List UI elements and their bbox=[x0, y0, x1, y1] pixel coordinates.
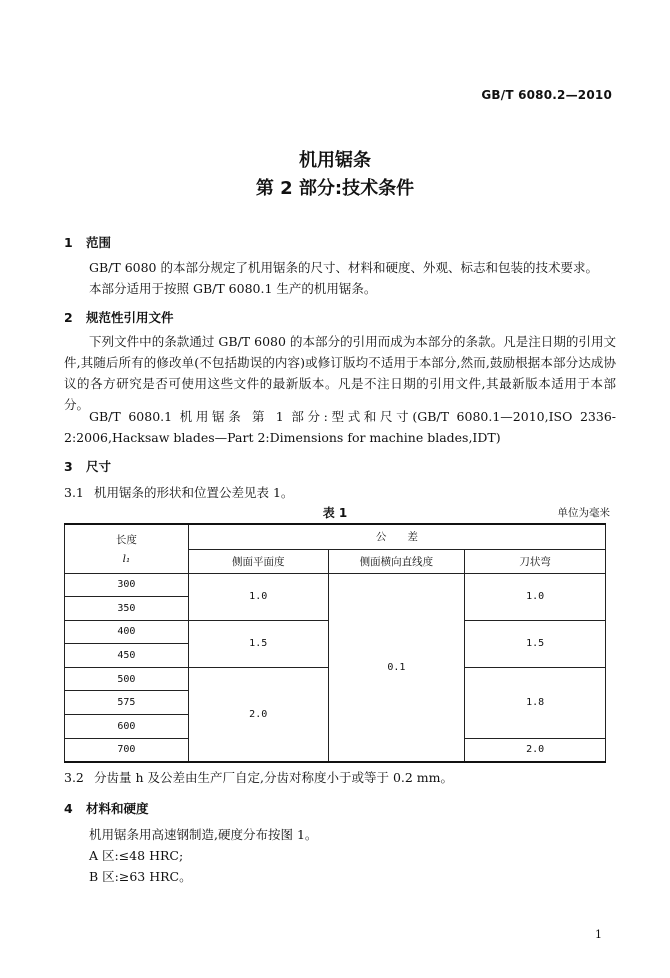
clause-number: 3.2 bbox=[64, 770, 84, 785]
section-2-heading bbox=[64, 308, 174, 326]
section-number: 4 bbox=[64, 801, 73, 816]
section-4-heading bbox=[64, 799, 149, 817]
section-3-heading bbox=[64, 457, 111, 475]
length-cell: 575 bbox=[65, 691, 189, 715]
section-1-heading bbox=[64, 233, 111, 251]
length-cell: 400 bbox=[65, 620, 189, 644]
length-cell: 600 bbox=[65, 715, 189, 739]
section-4-zone-a: A 区:≤48 HRC; bbox=[89, 848, 184, 863]
clause-3-1 bbox=[64, 483, 293, 501]
clause-text: 机用锯条的形状和位置公差见表 1。 bbox=[94, 485, 294, 500]
section-number: 3 bbox=[64, 459, 73, 474]
section-2-para-1: 下列文件中的条款通过 GB/T 6080 的本部分的引用而成为本部分的条款。凡是注日期的引用文件,其随后所有的修改单(不包括勘误的内容)或修订版均不适用于本部分,然而,鼓励根据本部分达成协议的各方研究是否可使用这些文件的最新版本。凡是不注日期的引用文件,其最新版本适用于本部分。 bbox=[64, 334, 616, 412]
straightness-cell: 0.1 bbox=[328, 573, 465, 762]
table-row bbox=[65, 573, 606, 597]
section-1-para-1: GB/T 6080 的本部分规定了机用锯条的尺寸、材料和硬度、外观、标志和包装的技术要求。 bbox=[89, 260, 598, 275]
flatness-header: 侧面平面度 bbox=[188, 549, 328, 573]
section-title: 规范性引用文件 bbox=[86, 310, 174, 325]
section-1-para-2: 本部分适用于按照 GB/T 6080.1 生产的机用锯条。 bbox=[89, 281, 377, 296]
clause-number: 3.1 bbox=[64, 485, 84, 500]
tolerance-header: 公 差 bbox=[188, 524, 605, 549]
length-cell: 350 bbox=[65, 597, 189, 621]
section-2-para-2: GB/T 6080.1 机用锯条 第 1 部分:型式和尺寸(GB/T 6080.1—2010,ISO 2336-2:2006,Hacksaw blades—Part 2:Dimensions for machine blades,IDT) bbox=[64, 409, 616, 445]
table-caption: 表 1 bbox=[322, 506, 348, 520]
bend-cell: 2.0 bbox=[465, 738, 606, 762]
length-cell: 450 bbox=[65, 644, 189, 668]
bend-cell: 1.0 bbox=[465, 573, 606, 620]
length-cell: 300 bbox=[65, 573, 189, 597]
tolerance-table bbox=[64, 523, 606, 763]
flatness-cell: 1.0 bbox=[188, 573, 328, 620]
section-4-zone-b: B 区:≥63 HRC。 bbox=[89, 869, 192, 884]
bend-cell: 1.8 bbox=[465, 667, 606, 738]
clause-3-2 bbox=[64, 768, 453, 786]
straightness-header: 侧面横向直线度 bbox=[328, 549, 465, 573]
page-number: 1 bbox=[595, 928, 602, 941]
section-title: 尺寸 bbox=[86, 459, 112, 474]
doc-subtitle: 第 2 部分:技术条件 bbox=[255, 178, 415, 199]
section-title: 材料和硬度 bbox=[86, 801, 149, 816]
length-header bbox=[65, 524, 189, 573]
flatness-cell: 1.5 bbox=[188, 620, 328, 667]
length-symbol: l₁ bbox=[122, 553, 131, 566]
length-label: 长度 bbox=[115, 534, 137, 547]
table-unit: 单位为毫米 bbox=[557, 507, 610, 519]
bend-header: 刀状弯 bbox=[465, 549, 606, 573]
table-header-row bbox=[65, 524, 606, 549]
section-number: 1 bbox=[64, 235, 73, 250]
length-cell: 700 bbox=[65, 738, 189, 762]
clause-text: 分齿量 h 及公差由生产厂自定,分齿对称度小于或等于 0.2 mm。 bbox=[94, 770, 454, 785]
standard-code: GB/T 6080.2—2010 bbox=[481, 88, 612, 102]
doc-title: 机用锯条 bbox=[299, 150, 371, 171]
flatness-cell: 2.0 bbox=[188, 667, 328, 761]
section-4-para-1: 机用锯条用高速钢制造,硬度分布按图 1。 bbox=[89, 827, 318, 842]
bend-cell: 1.5 bbox=[465, 620, 606, 667]
section-number: 2 bbox=[64, 310, 73, 325]
length-cell: 500 bbox=[65, 667, 189, 691]
section-title: 范围 bbox=[86, 235, 112, 250]
